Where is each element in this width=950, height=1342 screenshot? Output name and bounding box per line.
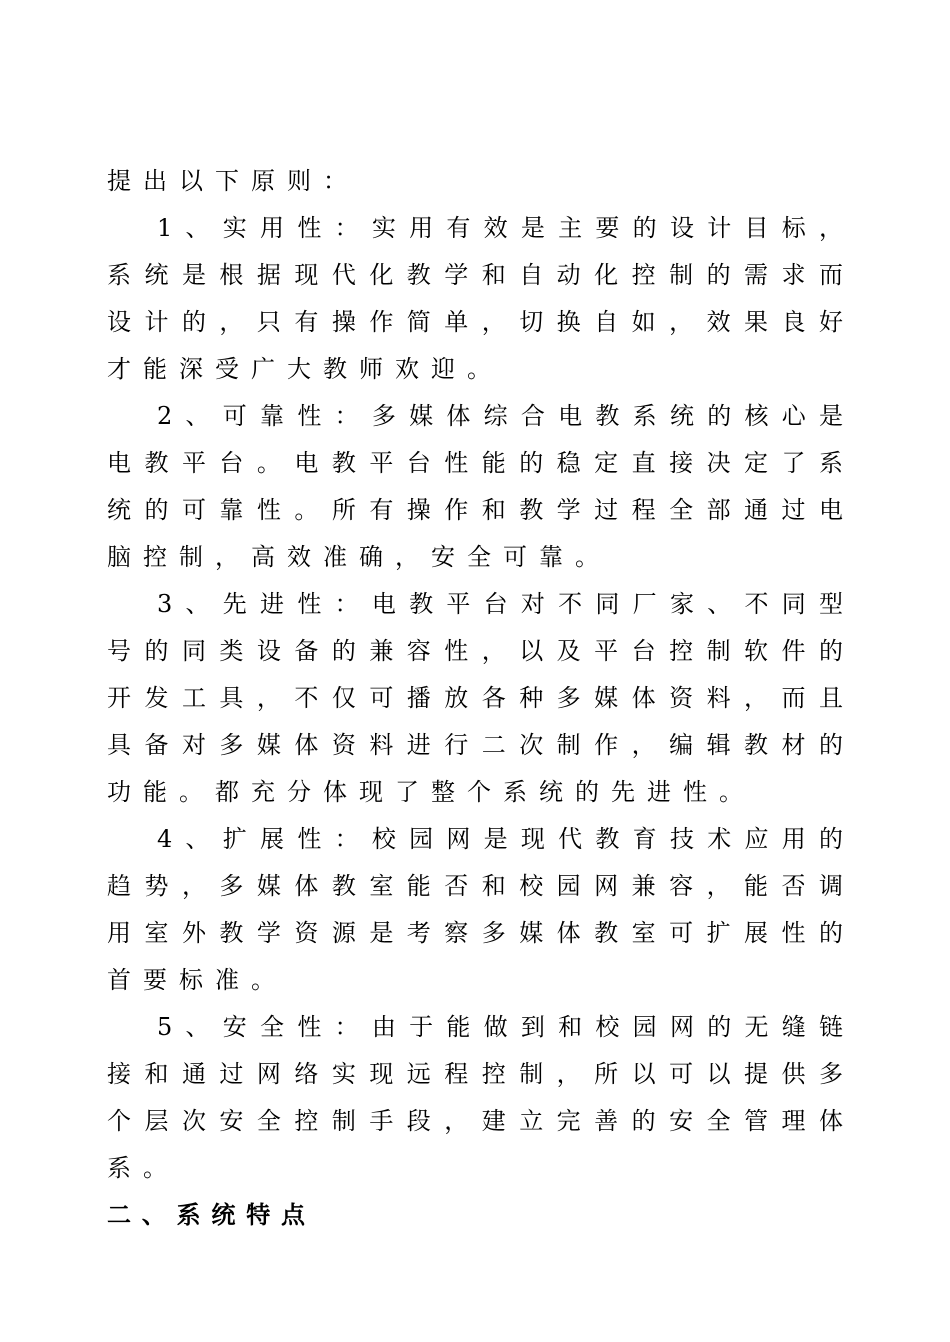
principle-reliability: 2、可靠性：多媒体综合电教系统的核心是电教平台。电教平台性能的稳定直接决定了系统的可靠性。所有操作和教学过程全部通过电脑控制，高效准确，安全可靠。	[107, 402, 855, 571]
document-body	[107, 158, 855, 1239]
principle-security: 5、安全性：由于能做到和校园网的无缝链接和通过网络实现远程控制，所以可以提供多个层次安全控制手段，建立完善的安全管理体系。	[107, 1013, 855, 1182]
principle-advancement: 3、先进性：电教平台对不同厂家、不同型号的同类设备的兼容性，以及平台控制软件的开发工具，不仅可播放各种多媒体资料，而且具备对多媒体资料进行二次制作，编辑教材的功能。都充分体现了整个系统的先进性。	[107, 590, 855, 806]
principle-extensibility: 4、扩展性：校园网是现代教育技术应用的趋势，多媒体教室能否和校园网兼容，能否调用室外教学资源是考察多媒体教室可扩展性的首要标准。	[107, 825, 855, 994]
principle-practicality: 1、实用性：实用有效是主要的设计目标，系统是根据现代化教学和自动化控制的需求而设计的，只有操作简单，切换自如，效果良好才能深受广大教师欢迎。	[107, 214, 855, 383]
section-heading: 二、系统特点	[107, 1201, 316, 1229]
intro-line: 提出以下原则：	[107, 167, 359, 195]
